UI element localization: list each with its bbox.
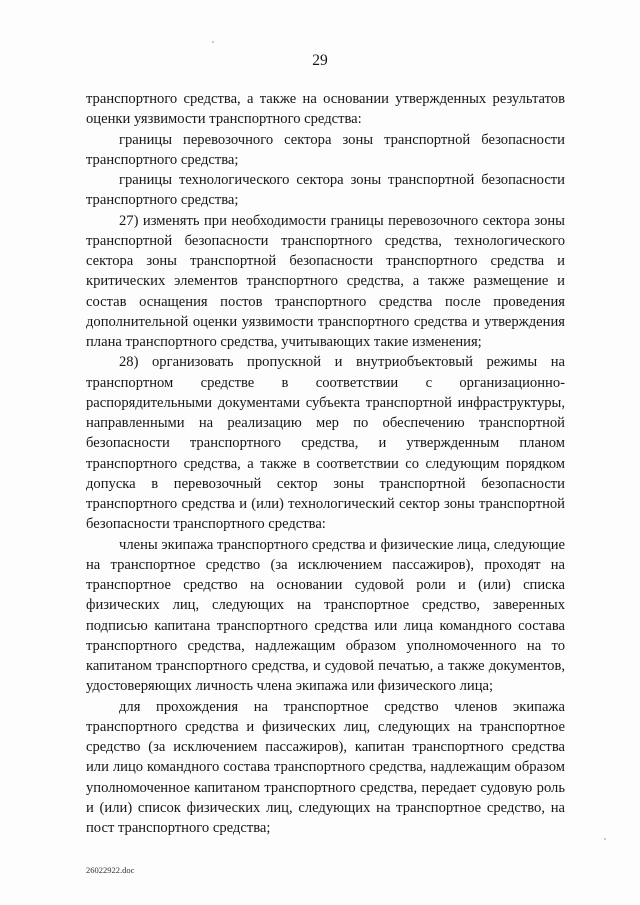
- page-number: 29: [312, 52, 328, 69]
- paragraph-item-27: 27) изменять при необходимости границы перевозочного сектора зоны транспортной безопасности транспортного средства, технологического сектора зоны транспортной безопасности транспортного средства и критических элементов транспортного средства, а также размещение и состав оснащения постов транспортного средства после проведения дополнительной оценки уязвимости транспортного средства и утверждения плана транспортного средства, учитывающих такие изменения;: [86, 212, 565, 350]
- scan-speck: [212, 41, 214, 43]
- paragraph-crew-access: члены экипажа транспортного средства и физические лица, следующие на транспортное средство (за исключением пассажиров), проходят на транспортное средство на основании судовой роли и (или) списка физических лиц, следующих на транспортное средство, заверенных подписью капитана транспортного средства или лица командного состава транспортного средства, надлежащим образом уполномоченного на то капитаном транспортного средства, и судовой печатью, а также документов, удостоверяющих личность члена экипажа или физического лица;: [86, 536, 565, 695]
- scan-speck: [604, 838, 606, 840]
- paragraph-crew-list-transfer: для прохождения на транспортное средство членов экипажа транспортного средства и физических лиц, следующих на транспортное средство (за исключением пассажиров), капитан транспортного средства или лицо командного состава транспортного средства, надлежащим образом уполномоченное капитаном транспортного средства, передает судовую роль и (или) список физических лиц, следующих на транспортное средство, на пост транспортного средства;: [86, 698, 565, 836]
- paragraph-transport-sector-boundary: границы перевозочного сектора зоны транспортной безопасности транспортного средства;: [86, 131, 565, 168]
- paragraph-continuation: транспортного средства, а также на основании утвержденных результатов оценки уязвимости транспортного средства:: [86, 91, 565, 128]
- footer-file-name: 26022922.doc: [86, 865, 135, 875]
- paragraph-item-28: 28) организовать пропускной и внутриобъектовый режимы на транспортном средстве в соответствии с организационно-распорядительными документами субъекта транспортной инфраструктуры, направленными на реализацию мер по обеспечению транспортной безопасности транспортного средства, и утвержденным планом транспортного средства, а также в соответствии со следующим порядком допуска в перевозочный сектор зоны транспортной безопасности транспортного средства и (или) технологический сектор зоны транспортной безопасности транспортного средства:: [86, 354, 565, 533]
- document-body: [86, 89, 565, 838]
- paragraph-technological-sector-boundary: границы технологического сектора зоны транспортной безопасности транспортного средства;: [86, 172, 565, 209]
